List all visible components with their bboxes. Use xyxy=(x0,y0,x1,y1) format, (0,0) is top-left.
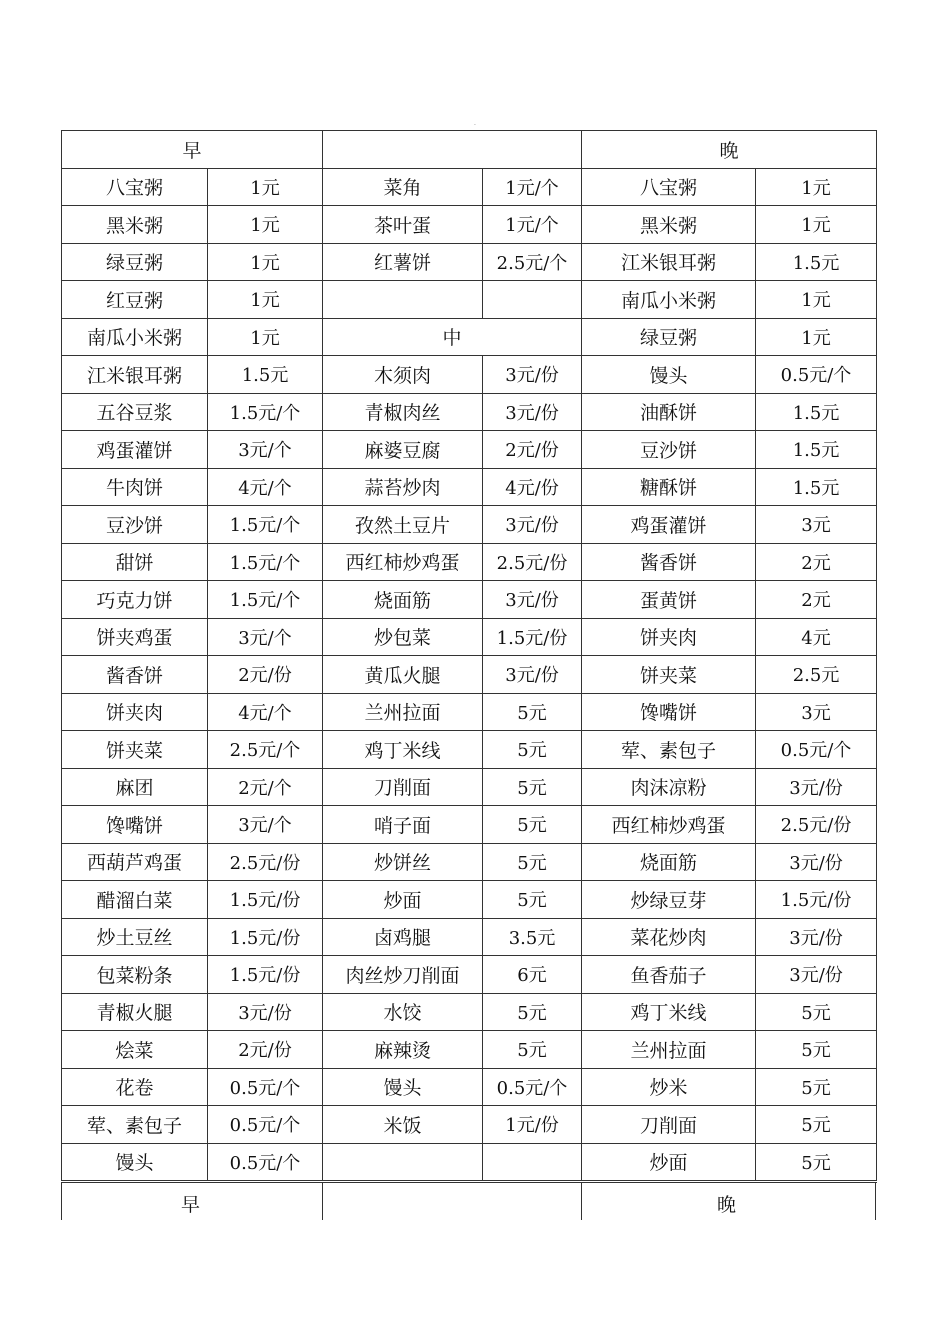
menu-row xyxy=(62,843,877,881)
dinner-item-price: 5元 xyxy=(756,1068,877,1106)
lunch-item-price: 5元 xyxy=(483,806,582,844)
menu-row xyxy=(62,918,877,956)
breakfast-item-name: 江米银耳粥 xyxy=(62,356,208,394)
lunch-item-price: 5元 xyxy=(483,993,582,1031)
dinner-item-name: 炒米 xyxy=(582,1068,756,1106)
menu-row xyxy=(62,881,877,919)
breakfast-item-price: 0.5元/个 xyxy=(208,1106,323,1144)
menu-row xyxy=(62,468,877,506)
breakfast-item-price: 2.5元/份 xyxy=(208,843,323,881)
menu-row xyxy=(62,731,877,769)
dinner-item-name: 刀削面 xyxy=(582,1106,756,1144)
lunch-item-name: 青椒肉丝 xyxy=(323,393,483,431)
breakfast-item-price: 2元/个 xyxy=(208,768,323,806)
lunch-item-name: 肉丝炒刀削面 xyxy=(323,956,483,994)
dinner-item-name: 八宝粥 xyxy=(582,168,756,206)
breakfast-item-name: 饼夹菜 xyxy=(62,731,208,769)
menu-row xyxy=(62,768,877,806)
menu-row xyxy=(62,168,877,206)
breakfast-item-price: 1.5元/个 xyxy=(208,581,323,619)
dinner-item-name: 菜花炒肉 xyxy=(582,918,756,956)
menu-row xyxy=(62,243,877,281)
breakfast-item-price: 1元 xyxy=(208,318,323,356)
lunch-item-price: 3.5元 xyxy=(483,918,582,956)
dinner-item-name: 西红柿炒鸡蛋 xyxy=(582,806,756,844)
breakfast-item-name: 鸡蛋灌饼 xyxy=(62,431,208,469)
breakfast-item-price: 1.5元/个 xyxy=(208,543,323,581)
lunch-item-price: 3元/份 xyxy=(483,393,582,431)
lunch-item-name: 麻辣烫 xyxy=(323,1031,483,1069)
breakfast-item-price: 1元 xyxy=(208,206,323,244)
dinner-item-name: 饼夹菜 xyxy=(582,656,756,694)
breakfast-item-name: 酱香饼 xyxy=(62,656,208,694)
dinner-item-name: 豆沙饼 xyxy=(582,431,756,469)
dinner-item-price: 5元 xyxy=(756,1143,877,1181)
dinner-item-name: 馒头 xyxy=(582,356,756,394)
dinner-item-price: 2元 xyxy=(756,543,877,581)
lunch-item-price: 3元/份 xyxy=(483,356,582,394)
lunch-item-price: 5元 xyxy=(483,881,582,919)
breakfast-item-name: 馒头 xyxy=(62,1143,208,1181)
breakfast-item-name: 五谷豆浆 xyxy=(62,393,208,431)
dinner-item-price: 3元/份 xyxy=(756,918,877,956)
menu-row xyxy=(62,431,877,469)
breakfast-item-price: 4元/个 xyxy=(208,693,323,731)
lunch-item-name: 哨子面 xyxy=(323,806,483,844)
breakfast-item-name: 麻团 xyxy=(62,768,208,806)
breakfast-item-name: 包菜粉条 xyxy=(62,956,208,994)
dinner-item-price: 5元 xyxy=(756,993,877,1031)
dinner-item-name: 鱼香茄子 xyxy=(582,956,756,994)
menu-row xyxy=(62,993,877,1031)
lunch-item-price: 2.5元/个 xyxy=(483,243,582,281)
breakfast-item-name: 豆沙饼 xyxy=(62,506,208,544)
menu-row xyxy=(62,956,877,994)
dinner-item-name: 饼夹肉 xyxy=(582,618,756,656)
dinner-item-name: 馋嘴饼 xyxy=(582,693,756,731)
lunch-item-name: 鸡丁米线 xyxy=(323,731,483,769)
menu-row xyxy=(62,656,877,694)
page-mark: . xyxy=(474,120,476,127)
dinner-item-price: 2.5元 xyxy=(756,656,877,694)
lunch-item-price xyxy=(483,1143,582,1181)
breakfast-item-name: 青椒火腿 xyxy=(62,993,208,1031)
breakfast-item-price: 3元/个 xyxy=(208,806,323,844)
breakfast-item-name: 西葫芦鸡蛋 xyxy=(62,843,208,881)
lunch-item-price: 5元 xyxy=(483,693,582,731)
dinner-item-name: 黑米粥 xyxy=(582,206,756,244)
dinner-item-price: 3元 xyxy=(756,506,877,544)
menu-row xyxy=(62,1143,877,1181)
lunch-item-name: 炒饼丝 xyxy=(323,843,483,881)
lunch-header xyxy=(323,131,582,169)
lunch-item-name: 炒面 xyxy=(323,881,483,919)
lunch-item-price: 1元/份 xyxy=(483,1106,582,1144)
lunch-item-price: 1元/个 xyxy=(483,206,582,244)
menu-row xyxy=(62,806,877,844)
dinner-item-name: 鸡蛋灌饼 xyxy=(582,506,756,544)
breakfast-item-price: 1.5元 xyxy=(208,356,323,394)
breakfast-item-price: 1.5元/份 xyxy=(208,956,323,994)
breakfast-item-price: 0.5元/个 xyxy=(208,1068,323,1106)
breakfast-item-name: 醋溜白菜 xyxy=(62,881,208,919)
menu-row xyxy=(62,693,877,731)
breakfast-item-price: 2元/份 xyxy=(208,656,323,694)
dinner-item-price: 1元 xyxy=(756,281,877,319)
lunch-item-price: 5元 xyxy=(483,1031,582,1069)
lunch-item-name: 蒜苔炒肉 xyxy=(323,468,483,506)
breakfast-item-name: 甜饼 xyxy=(62,543,208,581)
breakfast-item-name: 绿豆粥 xyxy=(62,243,208,281)
lunch-item-name: 西红柿炒鸡蛋 xyxy=(323,543,483,581)
lunch-item-price: 1.5元/份 xyxy=(483,618,582,656)
dinner-item-name: 江米银耳粥 xyxy=(582,243,756,281)
lunch-item-name: 菜角 xyxy=(323,168,483,206)
dinner-item-name: 肉沫凉粉 xyxy=(582,768,756,806)
menu-row xyxy=(62,1031,877,1069)
dinner-item-price: 3元/份 xyxy=(756,768,877,806)
menu-row xyxy=(62,281,877,319)
dinner-item-name: 兰州拉面 xyxy=(582,1031,756,1069)
breakfast-item-name: 黑米粥 xyxy=(62,206,208,244)
breakfast-item-price: 3元/个 xyxy=(208,618,323,656)
dinner-item-name: 绿豆粥 xyxy=(582,318,756,356)
dinner-item-price: 3元 xyxy=(756,693,877,731)
breakfast-item-name: 馋嘴饼 xyxy=(62,806,208,844)
dinner-item-price: 1.5元 xyxy=(756,393,877,431)
menu-row xyxy=(62,1068,877,1106)
menu-row xyxy=(62,206,877,244)
lunch-item-price xyxy=(483,281,582,319)
lunch-item-name: 麻婆豆腐 xyxy=(323,431,483,469)
lunch-item-name: 卤鸡腿 xyxy=(323,918,483,956)
dinner-item-price: 4元 xyxy=(756,618,877,656)
dinner-item-price: 0.5元/个 xyxy=(756,356,877,394)
lunch-item-name: 馒头 xyxy=(323,1068,483,1106)
lunch-item-price: 4元/份 xyxy=(483,468,582,506)
dinner-item-name: 油酥饼 xyxy=(582,393,756,431)
dinner-item-price: 5元 xyxy=(756,1106,877,1144)
lunch-item-price: 0.5元/个 xyxy=(483,1068,582,1106)
breakfast-header: 早 xyxy=(62,131,323,169)
lunch-item-price: 2.5元/份 xyxy=(483,543,582,581)
header-row xyxy=(62,131,877,169)
lunch-item-name: 茶叶蛋 xyxy=(323,206,483,244)
breakfast-item-name: 牛肉饼 xyxy=(62,468,208,506)
menu-row xyxy=(62,618,877,656)
dinner-item-price: 1.5元/份 xyxy=(756,881,877,919)
lunch-item-name: 孜然土豆片 xyxy=(323,506,483,544)
breakfast-item-name: 烩菜 xyxy=(62,1031,208,1069)
dinner-item-price: 1.5元 xyxy=(756,468,877,506)
dinner-item-price: 1元 xyxy=(756,168,877,206)
dinner-item-price: 1元 xyxy=(756,318,877,356)
lunch-item-name: 炒包菜 xyxy=(323,618,483,656)
breakfast-item-price: 1元 xyxy=(208,281,323,319)
lunch-item-name: 刀削面 xyxy=(323,768,483,806)
breakfast-item-price: 1.5元/份 xyxy=(208,918,323,956)
breakfast-item-price: 4元/个 xyxy=(208,468,323,506)
lunch-item-price: 5元 xyxy=(483,768,582,806)
lunch-item-price: 6元 xyxy=(483,956,582,994)
lunch-item-price: 3元/份 xyxy=(483,506,582,544)
lunch-item-name: 烧面筋 xyxy=(323,581,483,619)
menu-row xyxy=(62,318,877,356)
breakfast-item-price: 2元/份 xyxy=(208,1031,323,1069)
lunch-item-price: 5元 xyxy=(483,731,582,769)
menu-row xyxy=(62,1106,877,1144)
lunch-item-name: 红薯饼 xyxy=(323,243,483,281)
breakfast-item-name: 饼夹肉 xyxy=(62,693,208,731)
dinner-item-price: 5元 xyxy=(756,1031,877,1069)
cafeteria-menu-table xyxy=(61,130,877,1181)
dinner-item-name: 鸡丁米线 xyxy=(582,993,756,1031)
dinner-item-name: 烧面筋 xyxy=(582,843,756,881)
footer-dinner-header: 晚 xyxy=(717,1194,737,1216)
menu-row xyxy=(62,543,877,581)
lunch-item-name: 水饺 xyxy=(323,993,483,1031)
lunch-item-name: 米饭 xyxy=(323,1106,483,1144)
lunch-item-price: 3元/份 xyxy=(483,581,582,619)
menu-row xyxy=(62,581,877,619)
lunch-item-name: 木须肉 xyxy=(323,356,483,394)
breakfast-item-price: 1元 xyxy=(208,243,323,281)
breakfast-item-price: 1.5元/个 xyxy=(208,393,323,431)
lunch-item-price: 5元 xyxy=(483,843,582,881)
dinner-item-name: 蛋黄饼 xyxy=(582,581,756,619)
breakfast-item-price: 0.5元/个 xyxy=(208,1143,323,1181)
dinner-item-price: 3元/份 xyxy=(756,956,877,994)
breakfast-item-price: 2.5元/个 xyxy=(208,731,323,769)
lunch-item-name: 黄瓜火腿 xyxy=(323,656,483,694)
dinner-item-name: 南瓜小米粥 xyxy=(582,281,756,319)
menu-row xyxy=(62,356,877,394)
breakfast-item-price: 1.5元/份 xyxy=(208,881,323,919)
lunch-item-price: 1元/个 xyxy=(483,168,582,206)
footer-breakfast-header: 早 xyxy=(181,1194,201,1216)
breakfast-item-name: 南瓜小米粥 xyxy=(62,318,208,356)
lunch-item-price: 2元/份 xyxy=(483,431,582,469)
dinner-item-price: 2元 xyxy=(756,581,877,619)
breakfast-item-name: 红豆粥 xyxy=(62,281,208,319)
lunch-section-label: 中 xyxy=(323,318,582,356)
menu-row xyxy=(62,506,877,544)
breakfast-item-name: 炒土豆丝 xyxy=(62,918,208,956)
dinner-item-name: 炒绿豆芽 xyxy=(582,881,756,919)
dinner-item-price: 2.5元/份 xyxy=(756,806,877,844)
dinner-item-price: 1.5元 xyxy=(756,243,877,281)
breakfast-item-price: 3元/份 xyxy=(208,993,323,1031)
dinner-item-price: 0.5元/个 xyxy=(756,731,877,769)
menu-row xyxy=(62,393,877,431)
breakfast-item-name: 饼夹鸡蛋 xyxy=(62,618,208,656)
dinner-item-price: 1元 xyxy=(756,206,877,244)
breakfast-item-price: 1元 xyxy=(208,168,323,206)
lunch-item-name xyxy=(323,1143,483,1181)
breakfast-item-name: 巧克力饼 xyxy=(62,581,208,619)
next-page-header xyxy=(61,1182,876,1220)
lunch-item-name xyxy=(323,281,483,319)
breakfast-item-price: 1.5元/个 xyxy=(208,506,323,544)
breakfast-item-name: 花卷 xyxy=(62,1068,208,1106)
breakfast-item-price: 3元/个 xyxy=(208,431,323,469)
dinner-item-name: 糖酥饼 xyxy=(582,468,756,506)
dinner-item-price: 1.5元 xyxy=(756,431,877,469)
dinner-item-name: 炒面 xyxy=(582,1143,756,1181)
dinner-item-name: 酱香饼 xyxy=(582,543,756,581)
breakfast-item-name: 八宝粥 xyxy=(62,168,208,206)
dinner-item-price: 3元/份 xyxy=(756,843,877,881)
breakfast-item-name: 荤、素包子 xyxy=(62,1106,208,1144)
dinner-item-name: 荤、素包子 xyxy=(582,731,756,769)
lunch-item-name: 兰州拉面 xyxy=(323,693,483,731)
dinner-header: 晚 xyxy=(582,131,877,169)
lunch-item-price: 3元/份 xyxy=(483,656,582,694)
